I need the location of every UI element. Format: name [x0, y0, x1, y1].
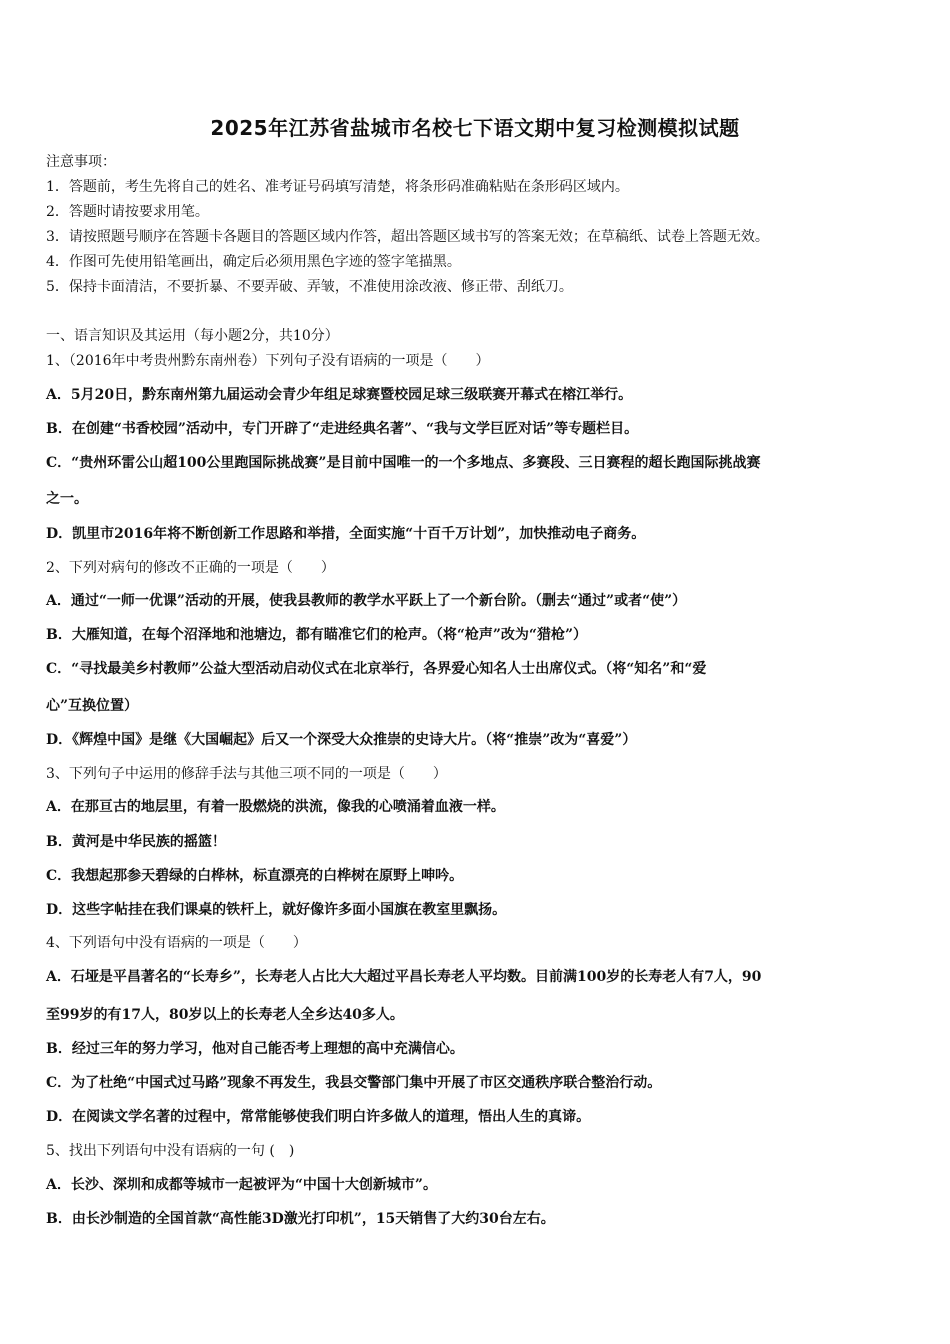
question-option: D．《辉煌中国》是继《大国崛起》后又一个深受大众推崇的史诗大片。（将“推崇”改为“喜爱”）: [46, 732, 637, 748]
question-option: B．在创建“书香校园”活动中，专门开辟了“走进经典名著”、“我与文学巨匠对话”等专题栏目。: [46, 421, 639, 437]
notice-item: 1．答题前，考生先将自己的姓名、准考证号码填写清楚，将条形码准确粘贴在条形码区域内。: [46, 179, 629, 195]
question-stem: 3、下列句子中运用的修辞手法与其他三项不同的一项是（ ）: [46, 766, 447, 782]
question-option: A．石垭是平昌著名的“长寿乡”，长寿老人占比大大超过平昌长寿老人平均数。目前满100岁的长寿老人有7人，90: [46, 969, 762, 985]
question-option: A．通过“一师一优课”活动的开展，使我县教师的教学水平跃上了一个新台阶。（删去“通过”或者“使”）: [46, 593, 687, 609]
question-stem: 4、下列语句中没有语病的一项是（ ）: [46, 935, 307, 951]
question-option-continued: 心”互换位置）: [46, 698, 139, 714]
question-option: C．我想起那参天碧绿的白桦林，标直漂亮的白桦树在原野上呻吟。: [46, 868, 464, 884]
notice-heading: 注意事项：: [46, 154, 116, 170]
question-option: C．“寻找最美乡村教师”公益大型活动启动仪式在北京举行，各界爱心知名人士出席仪式。（将“知名”和“爱: [46, 661, 707, 677]
question-option: B．经过三年的努力学习，他对自己能否考上理想的高中充满信心。: [46, 1041, 464, 1057]
question-stem: 2、下列对病句的修改不正确的一项是（ ）: [46, 560, 335, 576]
question-option-continued: 至99岁的有17人，80岁以上的长寿老人全乡达40多人。: [46, 1007, 404, 1023]
question-stem: 5、找出下列语句中没有语病的一句 ( ): [46, 1143, 295, 1159]
question-option: D．凯里市2016年将不断创新工作思路和举措，全面实施“十百千万计划”，加快推动电子商务。: [46, 526, 646, 542]
question-option: B．黄河是中华民族的摇篮！: [46, 834, 226, 850]
question-stem: 1、（2016年中考贵州黔东南州卷）下列句子没有语病的一项是（ ）: [46, 353, 490, 369]
question-option: C．“贵州环雷公山超100公里跑国际挑战赛”是目前中国唯一的一个多地点、多赛段、三日赛程的超长跑国际挑战赛: [46, 455, 761, 471]
notice-item: 5．保持卡面清洁，不要折暴、不要弄破、弄皱，不准使用涂改液、修正带、刮纸刀。: [46, 279, 573, 295]
question-option: D．在阅读文学名著的过程中，常常能够使我们明白许多做人的道理，悟出人生的真谛。: [46, 1109, 591, 1125]
page-title: 2025年江苏省盐城市名校七下语文期中复习检测模拟试题: [210, 116, 740, 140]
question-option: D．这些字帖挂在我们课桌的铁杆上，就好像许多面小国旗在教室里飘扬。: [46, 902, 507, 918]
question-option: A．在那亘古的地层里，有着一股燃烧的洪流，像我的心喷涌着血液一样。: [46, 799, 505, 815]
question-option: A．5月20日，黔东南州第九届运动会青少年组足球赛暨校园足球三级联赛开幕式在榕江举行。: [46, 387, 633, 403]
section-heading: 一、语言知识及其运用（每小题2分，共10分）: [46, 328, 339, 344]
question-option: B．由长沙制造的全国首款“高性能3D激光打印机”，15天销售了大约30台左右。: [46, 1211, 555, 1227]
question-option: A．长沙、深圳和成都等城市一起被评为“中国十大创新城市”。: [46, 1177, 437, 1193]
notice-item: 4．作图可先使用铅笔画出，确定后必须用黑色字迹的签字笔描黑。: [46, 254, 461, 270]
notice-item: 2．答题时请按要求用笔。: [46, 204, 209, 220]
question-option: C．为了杜绝“中国式过马路”现象不再发生，我县交警部门集中开展了市区交通秩序联合整治行动。: [46, 1075, 662, 1091]
question-option: B．大雁知道，在每个沼泽地和池塘边，都有瞄准它们的枪声。（将“枪声”改为“猎枪”）: [46, 627, 588, 643]
question-option-continued: 之一。: [46, 491, 88, 507]
notice-item: 3．请按照题号顺序在答题卡各题目的答题区域内作答，超出答题区域书写的答案无效；在草稿纸、试卷上答题无效。: [46, 229, 769, 245]
